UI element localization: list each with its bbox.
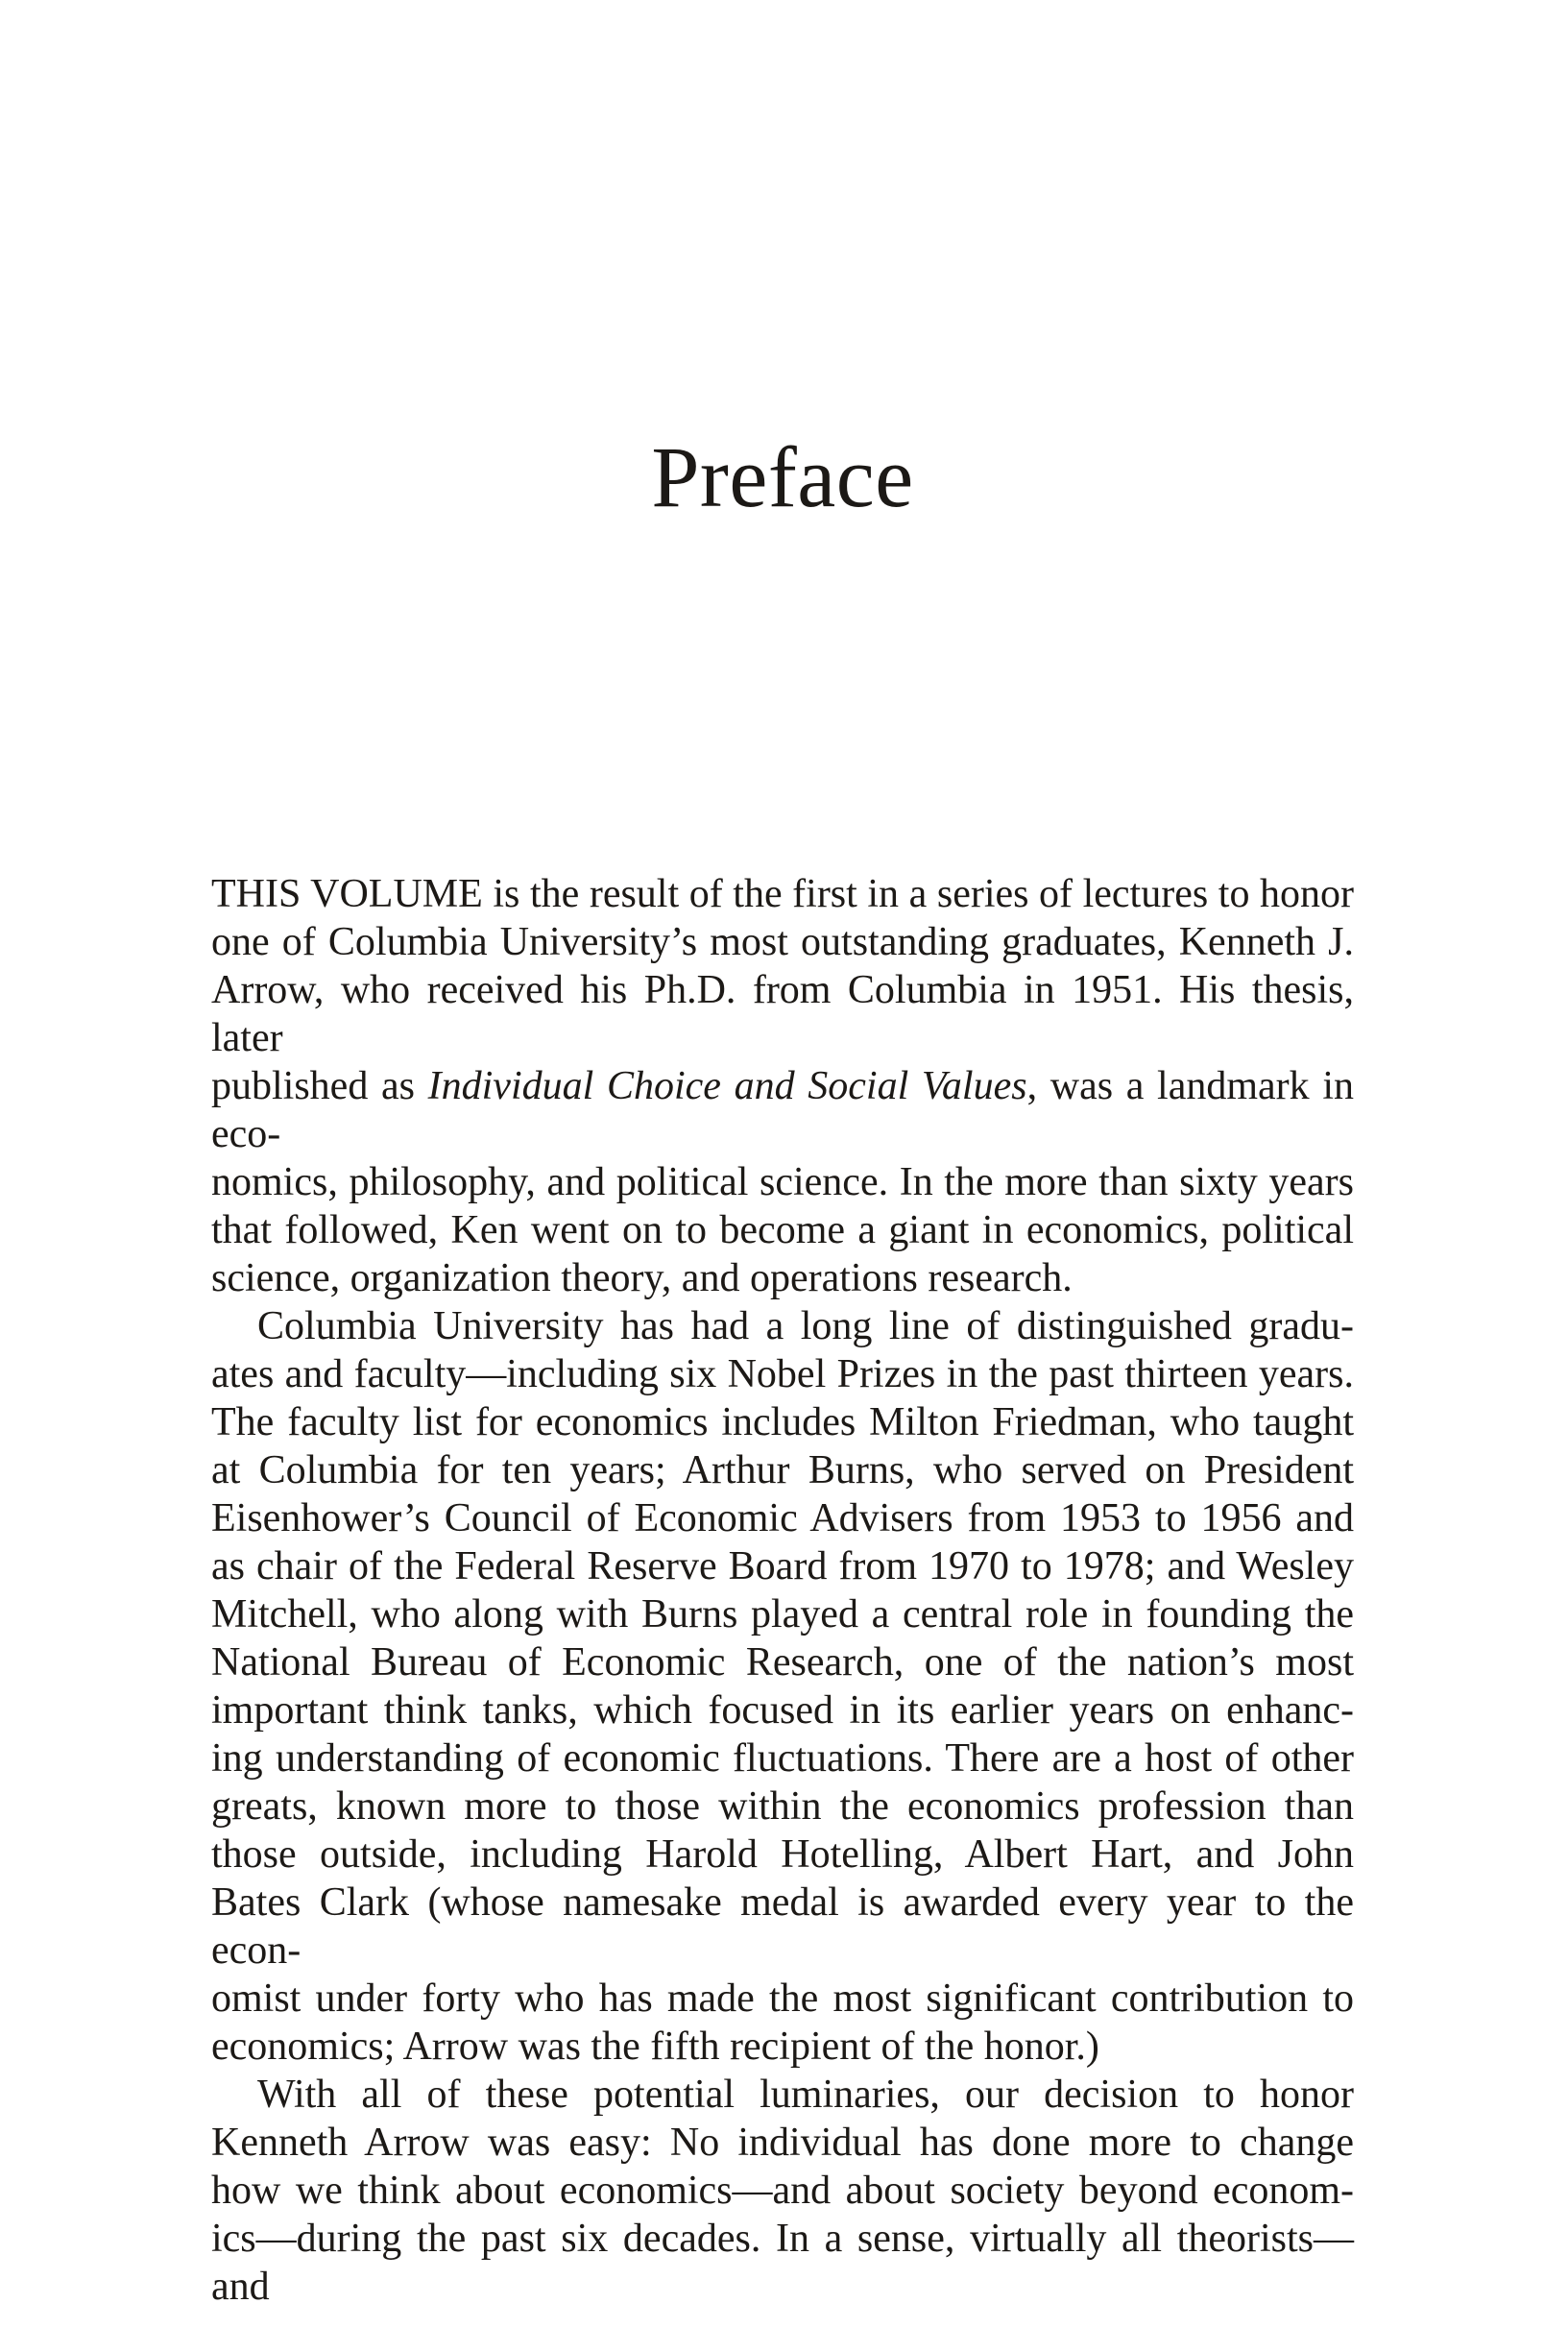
text-segment: Arrow, who received his Ph.D. from Columbia in 1951. His thesis, later xyxy=(211,968,1354,1060)
text-segment: , was a landmark in eco- xyxy=(211,1064,1354,1156)
text-segment: THIS VOLUME is the result of the first in a series of lectures to honor xyxy=(211,872,1354,916)
text-segment: how we think about economics—and about society beyond econom- xyxy=(211,2169,1354,2213)
page-title: Preface xyxy=(651,430,914,525)
text-line xyxy=(211,1158,1354,1206)
text-line xyxy=(211,1686,1354,1734)
text-line xyxy=(211,2023,1354,2071)
text-line xyxy=(211,870,1354,918)
text-line xyxy=(211,1638,1354,1686)
text-line xyxy=(211,1975,1354,2023)
book-title-italic: Individual Choice and Social Values xyxy=(427,1064,1027,1108)
text-segment: ates and faculty—including six Nobel Prizes in the past thirteen years. xyxy=(211,1352,1354,1396)
text-segment: Mitchell, who along with Burns played a central role in founding the xyxy=(211,1592,1354,1637)
text-segment: Columbia University has had a long line of distinguished gradu- xyxy=(257,1304,1354,1348)
text-line xyxy=(211,1879,1354,1975)
text-segment: science, organization theory, and operations research. xyxy=(211,1256,1073,1300)
text-line xyxy=(211,1302,1354,1350)
text-segment: National Bureau of Economic Research, one of the nation’s most xyxy=(211,1640,1354,1685)
text-segment: that followed, Ken went on to become a giant in economics, political xyxy=(211,1208,1354,1252)
text-line xyxy=(211,1398,1354,1446)
text-line xyxy=(211,1446,1354,1494)
paragraph xyxy=(211,1302,1354,2071)
text-line xyxy=(211,1062,1354,1158)
text-line xyxy=(211,2167,1354,2215)
text-line xyxy=(211,1542,1354,1590)
text-line xyxy=(211,2071,1354,2119)
text-line xyxy=(211,1782,1354,1831)
text-line xyxy=(211,1206,1354,1254)
text-line xyxy=(211,1254,1354,1302)
text-segment: greats, known more to those within the economics profession than xyxy=(211,1784,1354,1829)
text-segment: published as xyxy=(211,1064,428,1108)
text-segment: Kenneth Arrow was easy: No individual has done more to change xyxy=(211,2121,1354,2165)
text-segment: as chair of the Federal Reserve Board from 1970 to 1978; and Wesley xyxy=(211,1544,1354,1588)
text-segment: important think tanks, which focused in its earlier years on enhanc- xyxy=(211,1688,1354,1733)
text-segment: With all of these potential luminaries, our decision to honor xyxy=(257,2073,1354,2117)
text-segment: at Columbia for ten years; Arthur Burns, who served on President xyxy=(211,1448,1354,1492)
text-segment: The faculty list for economics includes Milton Friedman, who taught xyxy=(211,1400,1354,1444)
text-line xyxy=(211,918,1354,966)
text-segment: Bates Clark (whose namesake medal is awarded every year to the econ- xyxy=(211,1880,1354,1973)
text-segment: economics; Arrow was the fifth recipient of the honor.) xyxy=(211,2025,1099,2069)
text-line xyxy=(211,2119,1354,2167)
body-text xyxy=(211,870,1354,2311)
paragraph xyxy=(211,2071,1354,2311)
text-line xyxy=(211,1734,1354,1782)
text-segment: ics—during the past six decades. In a sense, virtually all theorists—and xyxy=(211,2217,1354,2309)
text-line xyxy=(211,966,1354,1062)
text-segment: ing understanding of economic fluctuations. There are a host of other xyxy=(211,1736,1354,1781)
text-segment: those outside, including Harold Hotelling, Albert Hart, and John xyxy=(211,1832,1354,1877)
text-line xyxy=(211,1494,1354,1542)
text-segment: omist under forty who has made the most significant contribution to xyxy=(211,1976,1354,2021)
text-line xyxy=(211,2215,1354,2311)
text-segment: Eisenhower’s Council of Economic Advisers from 1953 to 1956 and xyxy=(211,1496,1354,1540)
text-line xyxy=(211,1831,1354,1879)
text-line xyxy=(211,1590,1354,1638)
text-segment: nomics, philosophy, and political science. In the more than sixty years xyxy=(211,1160,1354,1204)
paragraph xyxy=(211,870,1354,1302)
text-line xyxy=(211,1350,1354,1398)
text-segment: one of Columbia University’s most outstanding graduates, Kenneth J. xyxy=(211,920,1354,964)
